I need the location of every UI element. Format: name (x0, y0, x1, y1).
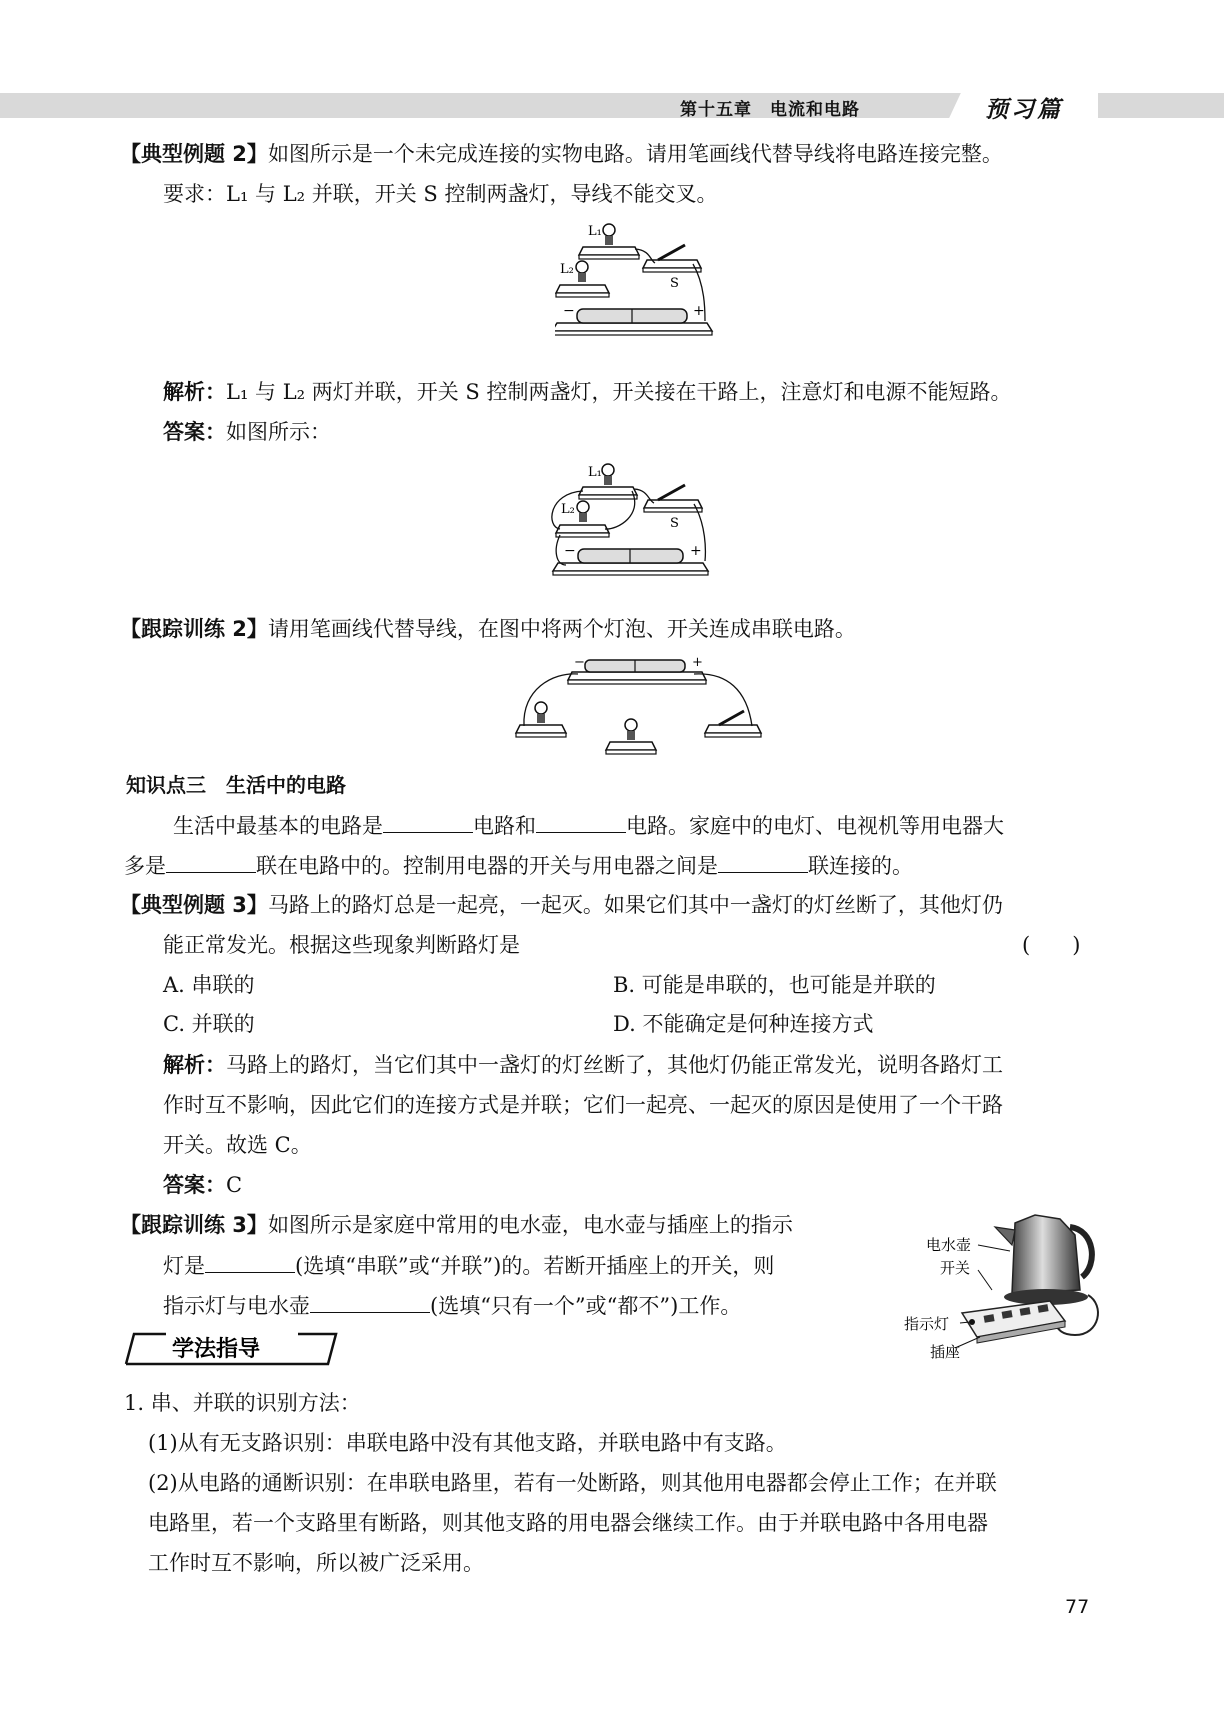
example2-answer: 答案：如图所示： (163, 420, 331, 444)
practice3-line2: 灯是 (选填“串联”或“并联”)的。若断开插座上的开关，则 (163, 1250, 774, 1281)
practice3-line3: 指示灯与电水壶 (选填“只有一个”或“都不”)工作。 (163, 1290, 741, 1321)
figure-completed-circuit (548, 455, 718, 605)
svg-text:−: − (564, 543, 576, 559)
figure-incomplete-circuit (555, 215, 725, 365)
example3-analysis1: 解析：马路上的路灯，当它们其中一盏灯的灯丝断了，其他灯仍能正常发光，说明各路灯工 (163, 1053, 1003, 1077)
page-number: 77 (1065, 1596, 1090, 1618)
practice3-label: 【跟踪训练 3】 (120, 1213, 268, 1237)
knowledge3-para1: 生活中最基本的电路是 电路和 电路。家庭中的电灯、电视机等用电器大 (173, 810, 1004, 841)
figure-series-practice (512, 650, 767, 760)
blank-5[interactable] (205, 1250, 295, 1273)
blank-6[interactable] (310, 1290, 430, 1313)
socket-label: 插座 (930, 1343, 961, 1361)
example2-label: 【典型例题 2】 (120, 142, 268, 166)
svg-text:L₁: L₁ (588, 465, 602, 480)
guide-item1: 1. 串、并联的识别方法： (124, 1391, 361, 1415)
option-d[interactable]: D. 不能确定是何种连接方式 (613, 1012, 874, 1036)
example2-line2: 要求：L₁ 与 L₂ 并联，开关 S 控制两盏灯，导线不能交叉。 (163, 182, 718, 206)
guide-sub1: (1)从有无支路识别：串联电路中没有其他支路，并联电路中有支路。 (148, 1431, 787, 1455)
guide-sub2-line1: (2)从电路的通断识别：在串联电路里，若有一处断路，则其他用电器都会停止工作；在并联 (148, 1471, 997, 1495)
example3-label: 【典型例题 3】 (120, 893, 268, 917)
switch-label: 开关 (940, 1259, 971, 1277)
kettle-label: 电水壶 (926, 1236, 972, 1254)
header-band-end (1098, 93, 1122, 118)
svg-text:+: + (690, 543, 702, 559)
svg-text:S: S (670, 516, 679, 531)
label-minus: − (563, 303, 575, 319)
example3-answer: 答案：C (163, 1173, 243, 1197)
option-c[interactable]: C. 并联的 (163, 1012, 255, 1036)
answer-bracket: ( ) (1022, 933, 1081, 957)
practice2-line: 【跟踪训练 2】请用笔画线代替导线，在图中将两个灯泡、开关连成串联电路。 (120, 617, 856, 641)
section-tab: 预习篇 (985, 97, 1063, 123)
figure-kettle-socket (900, 1205, 1110, 1370)
label-s: S (670, 276, 679, 291)
chapter-title: 第十五章 电流和电路 (680, 100, 860, 120)
blank-3[interactable] (166, 850, 256, 873)
knowledge3-title: 知识点三 生活中的电路 (126, 773, 346, 797)
example3-analysis3: 开关。故选 C。 (163, 1133, 312, 1157)
option-a[interactable]: A. 串联的 (163, 973, 255, 997)
label-l2: L₂ (560, 262, 574, 277)
study-guide-badge (122, 1330, 342, 1366)
example3-analysis2: 作时互不影响，因此它们的连接方式是并联；它们一起亮、一起灭的原因是使用了一个干路 (163, 1093, 1003, 1117)
guide-sub2-line2: 电路里，若一个支路里有断路，则其他支路的用电器会继续工作。由于并联电路中各用电器 (148, 1511, 988, 1535)
blank-1[interactable] (383, 810, 473, 833)
label-l1: L₁ (588, 224, 602, 239)
blank-2[interactable] (536, 810, 626, 833)
svg-text:−: − (574, 655, 585, 670)
option-b[interactable]: B. 可能是串联的，也可能是并联的 (613, 973, 936, 997)
example3-line2: 能正常发光。根据这些现象判断路灯是 (163, 933, 520, 957)
study-guide-title: 学法指导 (172, 1336, 261, 1362)
indicator-label: 指示灯 (904, 1315, 950, 1333)
svg-text:L₂: L₂ (561, 502, 575, 517)
example2-analysis: 解析：L₁ 与 L₂ 两灯并联，开关 S 控制两盏灯，开关接在干路上，注意灯和电源不能短路。 (163, 380, 1012, 404)
example3-line1: 【典型例题 3】马路上的路灯总是一起亮，一起灭。如果它们其中一盏灯的灯丝断了，其他灯仍 (120, 893, 1003, 917)
practice2-label: 【跟踪训练 2】 (120, 617, 268, 641)
practice3-line1: 【跟踪训练 3】如图所示是家庭中常用的电水壶，电水壶与插座上的指示 (120, 1213, 793, 1237)
knowledge3-para2: 多是 联在电路中的。控制用电器的开关与用电器之间是 联连接的。 (124, 850, 913, 881)
label-plus: + (693, 303, 705, 319)
example2-line1: 【典型例题 2】如图所示是一个未完成连接的实物电路。请用笔画线代替导线将电路连接完整。 (120, 142, 1003, 166)
svg-text:+: + (692, 655, 703, 670)
blank-4[interactable] (718, 850, 808, 873)
guide-sub2-line3: 工作时互不影响，所以被广泛采用。 (148, 1551, 484, 1575)
